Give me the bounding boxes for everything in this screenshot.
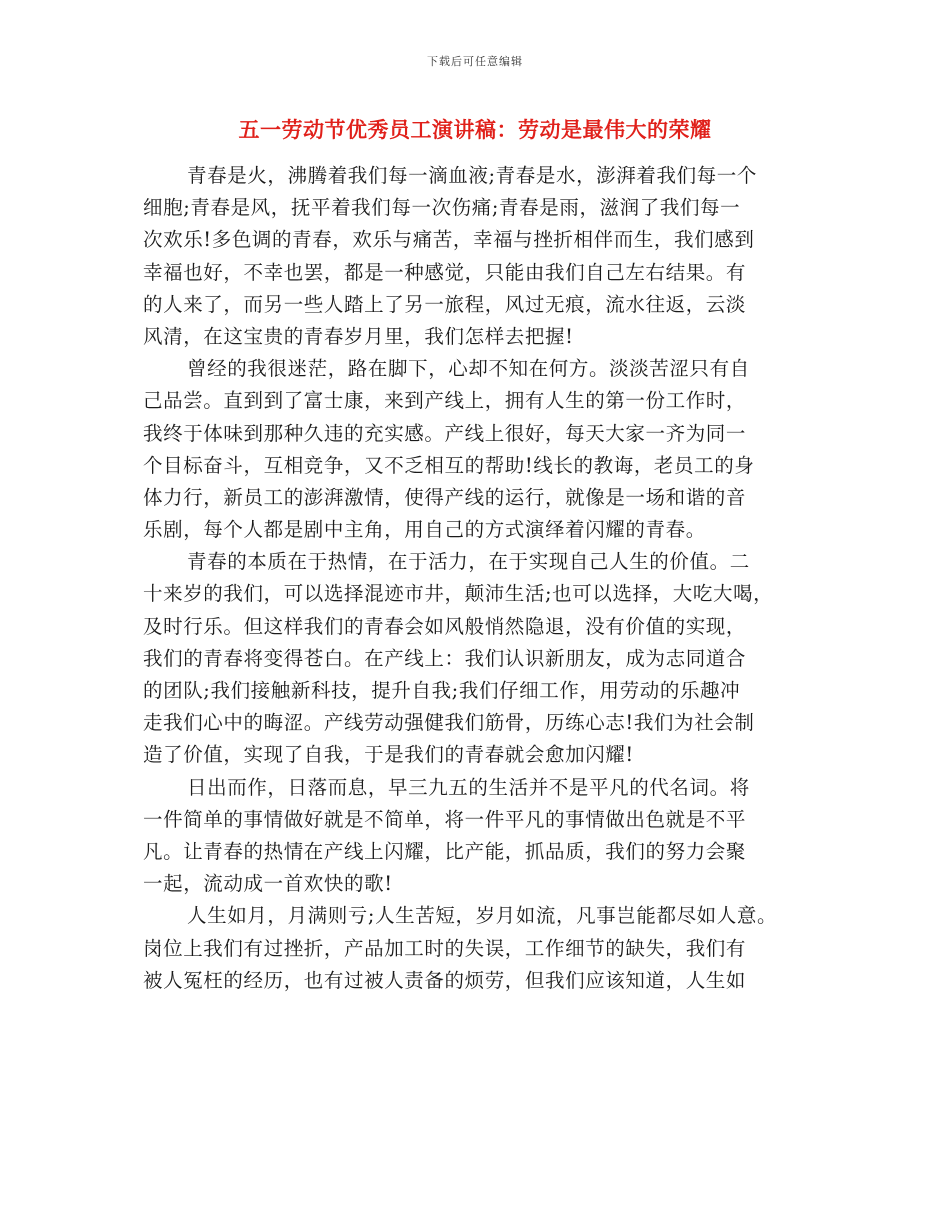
- text-line: 体力行，新员工的澎湃激情，使得产线的运行，就像是一场和谐的音: [143, 485, 747, 509]
- text-line: 我们的青春将变得苍白。在产线上：我们认识新朋友，成为志同道合: [143, 646, 747, 670]
- text-line: 青春的本质在于热情，在于活力，在于实现自己人生的价值。二: [187, 550, 750, 574]
- header-note: 下载后可任意编辑: [427, 55, 523, 68]
- text-line: 凡。让青春的热情在产线上闪耀，比产能，抓品质，我们的努力会聚: [143, 839, 747, 863]
- text-line: 己品尝。直到到了富士康，来到产线上，拥有人生的第一份工作时，: [143, 389, 747, 413]
- text-line: 一起，流动成一首欢快的歌!: [143, 872, 393, 896]
- text-line: 岗位上我们有过挫折，产品加工时的失误，工作细节的缺失，我们有: [143, 936, 747, 960]
- text-line: 青春是火，沸腾着我们每一滴血液;青春是水，澎湃着我们每一个: [187, 164, 757, 187]
- document-title: 五一劳动节优秀员工演讲稿：劳动是最伟大的荣耀: [238, 118, 712, 142]
- text-line: 的团队;我们接触新科技，提升自我;我们仔细工作，用劳动的乐趣冲: [143, 679, 741, 702]
- text-line: 曾经的我很迷茫，路在脚下，心却不知在何方。淡淡苦涩只有自: [187, 357, 750, 381]
- text-line: 的人来了，而另一些人踏上了另一旅程，风过无痕，流水往返，云淡: [143, 292, 747, 316]
- text-line: 次欢乐!多色调的青春，欢乐与痛苦，幸福与挫折相伴而生，我们感到: [143, 228, 755, 252]
- text-line: 风清，在这宝贵的青春岁月里，我们怎样去把握!: [143, 324, 574, 348]
- text-line: 幸福也好，不幸也罢，都是一种感觉，只能由我们自己左右结果。有: [143, 260, 747, 284]
- text-line: 走我们心中的晦涩。产线劳动强健我们筋骨，历练心志!我们为社会制: [143, 711, 755, 735]
- text-line: 个目标奋斗，互相竞争，又不乏相互的帮助!线长的教诲，老员工的身: [143, 453, 755, 477]
- text-line: 及时行乐。但这样我们的青春会如风般悄然隐退，没有价值的实现，: [143, 614, 747, 638]
- text-line: 乐剧，每个人都是剧中主角，用自己的方式演绎着闪耀的青春。: [143, 518, 706, 542]
- text-line: 造了价值，实现了自我，于是我们的青春就会愈加闪耀!: [143, 743, 634, 767]
- text-line: 我终于体味到那种久违的充实感。产线上很好，每天大家一齐为同一: [143, 421, 747, 445]
- text-line: 十来岁的我们，可以选择混迹市井，颠沛生活;也可以选择，大吃大喝，: [143, 582, 774, 606]
- text-line: 日出而作，日落而息，早三九五的生活并不是平凡的代名词。将: [187, 775, 750, 799]
- text-line: 一件简单的事情做好就是不简单，将一件平凡的事情做出色就是不平: [143, 807, 747, 831]
- text-line: 细胞;青春是风，抚平着我们每一次伤痛;青春是雨，滋润了我们每一: [143, 196, 741, 220]
- document-body: [143, 160, 823, 997]
- text-line: 被人冤枉的经历，也有过被人责备的烦劳，但我们应该知道，人生如: [143, 968, 747, 992]
- text-line: 人生如月，月满则亏;人生苦短，岁月如流，凡事岂能都尽如人意。: [187, 904, 778, 928]
